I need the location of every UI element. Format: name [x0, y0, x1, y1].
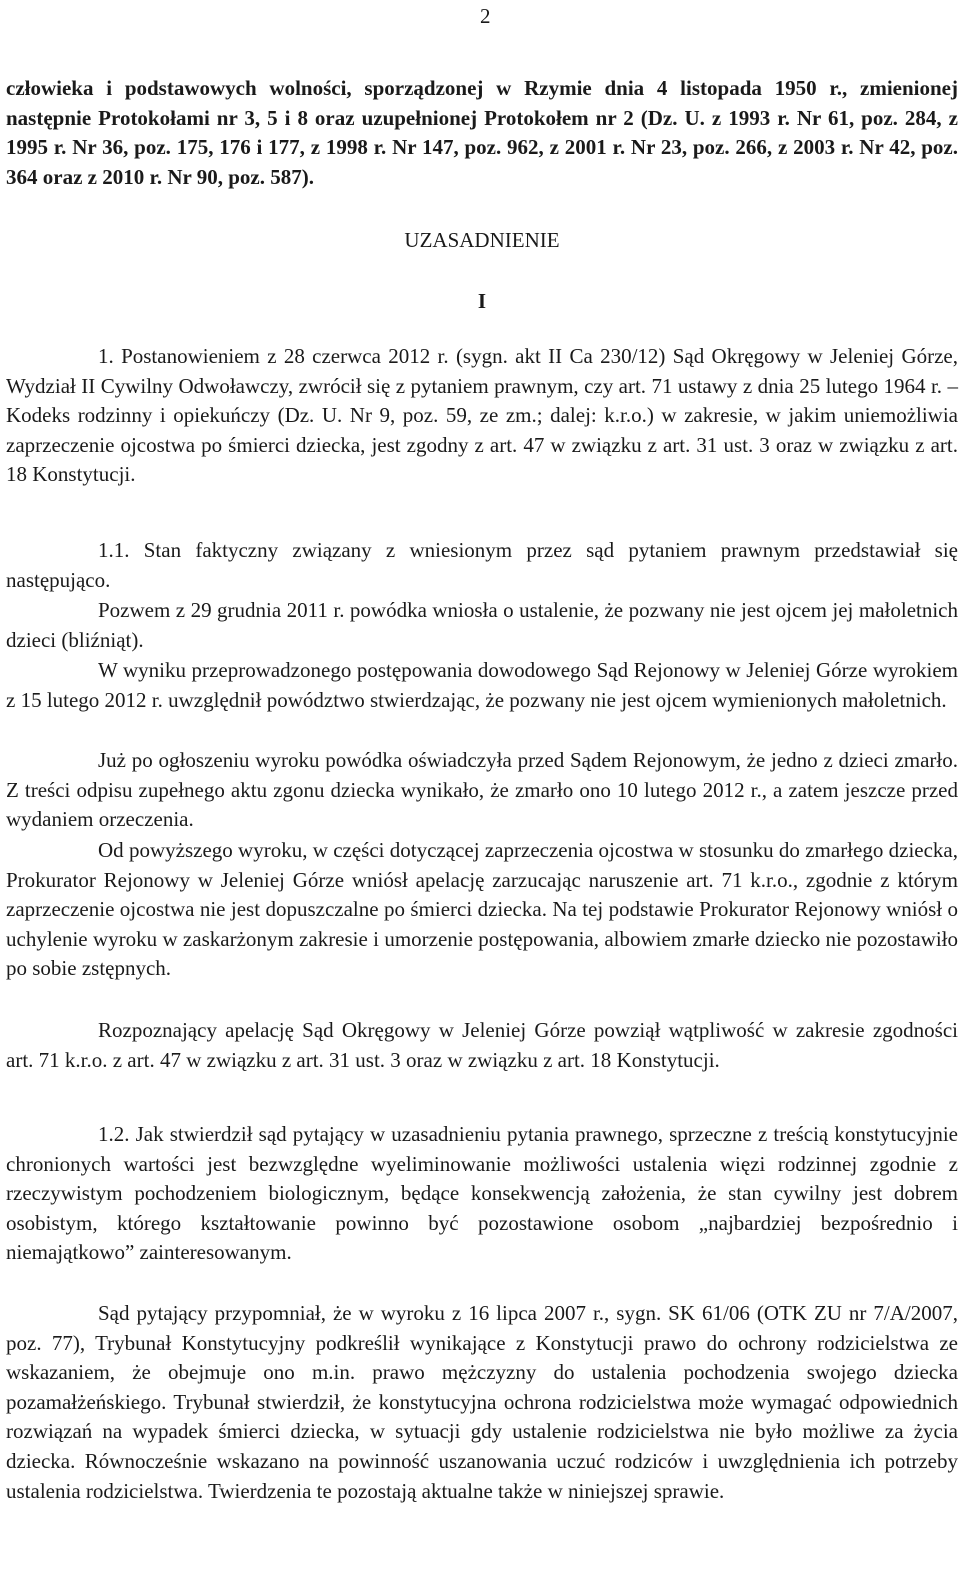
paragraph-6: Rozpoznający apelację Sąd Okręgowy w Jeleniej Górze powziął wątpliwość w zakresie zgodności art. 71 k.r.o. z art. 47 w związku z art. 31 ust. 3 oraz w związku z art. 18 Konstytucji.	[6, 1018, 958, 1072]
paragraph-2: Pozwem z 29 grudnia 2011 r. powódka wniosła o ustalenie, że pozwany nie jest ojcem jej małoletnich dzieci (bliźniąt).	[6, 598, 958, 652]
section-title: UZASADNIENIE	[404, 228, 560, 252]
paragraph-7: Sąd pytający przypomniał, że w wyroku z 16 lipca 2007 r., sygn. SK 61/06 (OTK ZU nr 7/A/2007, poz. 77), Trybunał Konstytucyjny podkreślił wynikające z Konstytucji prawo do ochrony rodzicielstwa ze wskazaniem, że obejmuje ono m.in. prawo mężczyzny do ustalenia pochodzenia swojego dziecka pozamałżeńskiego. Trybunał stwierdził, że konstytucyjna ochrona rodzicielstwa może wymagać odpowiednich rozwiązań na wypadek śmierci dziecka, w sytuacji gdy ustalenie rodzicielstwa nie było możliwe za życia dziecka. Równocześnie wskazano na powinność uszanowania uczuć rodziców i uwzględnienia ich potrzeby ustalenia rodzicielstwa. Twierdzenia te pozostają aktualne także w niniejszej sprawie.	[6, 1301, 958, 1503]
paragraph-1-2: 1.2. Jak stwierdził sąd pytający w uzasadnieniu pytania prawnego, sprzeczne z treścią konstytucyjnie chronionych wartości jest bezwzględne wyeliminowanie możliwości ustalenia więzi rodzinnej zgodnie z rzeczywistym pochodzeniem biologicznym, będące konsekwencją założenia, że stan cywilny jest dobrem osobistym, którego kształtowanie powinno być pozostawione osobom „najbardziej bezpośrednio i niemajątkowo” zainteresowanym.	[6, 1122, 958, 1265]
paragraph-5: Od powyższego wyroku, w części dotyczącej zaprzeczenia ojcostwa w stosunku do zmarłego dziecka, Prokurator Rejonowy w Jeleniej Górze wniósł apelację zarzucając naruszenie art. 71 k.r.o., zgodnie z którym zaprzeczenie ojcostwa nie jest dopuszczalne po śmierci dziecka. Na tej podstawie Prokurator Rejonowy wniósł o uchylenie wyroku w zaskarżonym zakresie i umorzenie postępowania, albowiem zmarłe dziecko nie pozostawiło po sobie zstępnych.	[6, 838, 958, 981]
section-number: I	[477, 289, 487, 313]
paragraph-4: Już po ogłoszeniu wyroku powódka oświadczyła przed Sądem Rejonowym, że jedno z dzieci zmarło. Z treści odpisu zupełnego aktu zgonu dziecka wynikało, że zmarło ono 10 lutego 2012 r., a zatem jeszcze przed wydaniem orzeczenia.	[6, 748, 958, 832]
paragraph-1-1: 1.1. Stan faktyczny związany z wniesionym przez sąd pytaniem prawnym przedstawiał się następująco.	[6, 538, 958, 592]
paragraph-1: 1. Postanowieniem z 28 czerwca 2012 r. (sygn. akt II Ca 230/12) Sąd Okręgowy w Jeleniej Górze, Wydział II Cywilny Odwoławczy, zwrócił się z pytaniem prawnym, czy art. 71 ustawy z dnia 25 lutego 1964 r. – Kodeks rodzinny i opiekuńczy (Dz. U. Nr 9, poz. 59, ze zm.; dalej: k.r.o.) w zakresie, w jakim uniemożliwia zaprzeczenie ojcostwa po śmierci dziecka, jest zgodny z art. 47 w związku z art. 31 ust. 3 oraz w związku z art. 18 Konstytucji.	[6, 344, 958, 487]
intro-paragraph: człowieka i podstawowych wolności, sporządzonej w Rzymie dnia 4 listopada 1950 r., zmienionej następnie Protokołami nr 3, 5 i 8 oraz uzupełnionej Protokołem nr 2 (Dz. U. z 1993 r. Nr 61, poz. 284, z 1995 r. Nr 36, poz. 175, 176 i 177, z 1998 r. Nr 147, poz. 962, z 2001 r. Nr 23, poz. 266, z 2003 r. Nr 42, poz. 364 oraz z 2010 r. Nr 90, poz. 587).	[6, 76, 958, 189]
paragraph-3: W wyniku przeprowadzonego postępowania dowodowego Sąd Rejonowy w Jeleniej Górze wyrokiem z 15 lutego 2012 r. uwzględnił powództwo stwierdzając, że pozwany nie jest ojcem wymienionych małoletnich.	[6, 658, 958, 712]
page-number: 2	[480, 4, 491, 28]
